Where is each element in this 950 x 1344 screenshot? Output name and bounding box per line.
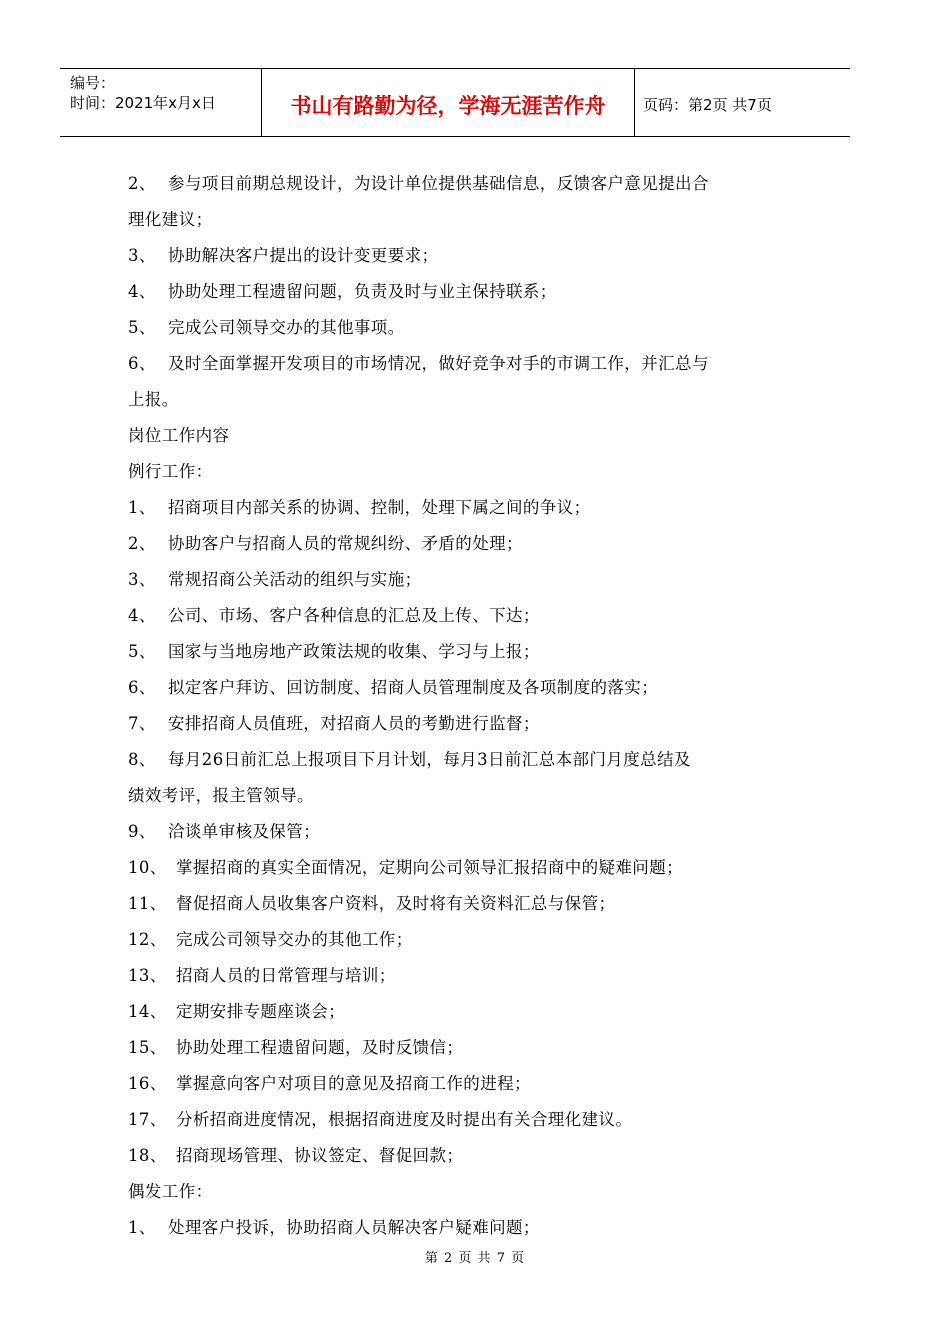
line-text: 定期安排专题座谈会； <box>176 1002 345 1021</box>
item-number: 4、 <box>128 282 156 301</box>
text-line <box>128 1030 808 1066</box>
document-time-label: 时间：2021年x月x日 <box>70 94 216 112</box>
text-line <box>128 202 808 238</box>
header-motto: 书山有路勤为径，学海无涯苦作舟 <box>290 94 606 118</box>
line-text: 协助处理工程遗留问题，负责及时与业主保持联系； <box>168 282 557 301</box>
line-text: 协助客户与招商人员的常规纠纷、矛盾的处理； <box>168 534 523 553</box>
item-number: 6、 <box>128 354 156 373</box>
header-page-label: 页码：第2页 共7页 <box>643 96 772 114</box>
text-line <box>128 1066 808 1102</box>
text-line <box>128 1138 808 1174</box>
text-line <box>128 346 808 382</box>
line-text: 协助解决客户提出的设计变更要求； <box>168 246 439 265</box>
text-line <box>128 994 808 1030</box>
line-text: 完成公司领导交办的其他事项。 <box>168 318 405 337</box>
text-line <box>128 958 808 994</box>
line-text: 常规招商公关活动的组织与实施； <box>168 570 422 589</box>
item-number: 13、 <box>128 966 167 985</box>
line-text: 招商人员的日常管理与培训； <box>176 966 396 985</box>
line-text: 洽谈单审核及保管； <box>168 822 321 841</box>
text-line <box>128 526 808 562</box>
line-text: 理化建议； <box>128 210 213 229</box>
text-line <box>128 598 808 634</box>
page-footer: 第 2 页 共 7 页 <box>424 1251 526 1266</box>
line-text: 及时全面掌握开发项目的市场情况，做好竞争对手的市调工作，并汇总与 <box>168 354 709 373</box>
item-number: 17、 <box>128 1110 167 1129</box>
line-text: 上报。 <box>128 390 179 409</box>
item-number: 12、 <box>128 930 167 949</box>
text-line <box>128 922 808 958</box>
line-text: 国家与当地房地产政策法规的收集、学习与上报； <box>168 642 540 661</box>
item-number: 3、 <box>128 246 156 265</box>
text-line <box>128 706 808 742</box>
document-body <box>128 166 808 1246</box>
text-line <box>128 166 808 202</box>
header-top-rule <box>60 68 850 69</box>
text-line <box>128 670 808 706</box>
line-text: 招商现场管理、协议签定、督促回款； <box>176 1146 464 1165</box>
text-line <box>128 490 808 526</box>
text-line <box>128 814 808 850</box>
line-text: 完成公司领导交办的其他工作； <box>176 930 413 949</box>
line-text: 招商项目内部关系的协调、控制，处理下属之间的争议； <box>168 498 591 517</box>
item-number: 5、 <box>128 642 156 661</box>
text-line <box>128 850 808 886</box>
text-line <box>128 274 808 310</box>
item-number: 1、 <box>128 498 156 517</box>
item-number: 2、 <box>128 174 156 193</box>
item-number: 4、 <box>128 606 156 625</box>
text-line <box>128 886 808 922</box>
item-number: 14、 <box>128 1002 167 1021</box>
line-text: 绩效考评，报主管领导。 <box>128 786 314 805</box>
item-number: 8、 <box>128 750 156 769</box>
line-text: 安排招商人员值班，对招商人员的考勤进行监督； <box>168 714 540 733</box>
text-line <box>128 454 808 490</box>
line-text: 督促招商人员收集客户资料，及时将有关资料汇总与保管； <box>176 894 616 913</box>
item-number: 5、 <box>128 318 156 337</box>
item-number: 6、 <box>128 678 156 697</box>
item-number: 16、 <box>128 1074 167 1093</box>
header-divider-right <box>634 68 635 136</box>
line-text: 协助处理工程遗留问题，及时反馈信； <box>176 1038 464 1057</box>
text-line <box>128 418 808 454</box>
item-number: 15、 <box>128 1038 167 1057</box>
text-line <box>128 634 808 670</box>
text-line <box>128 382 808 418</box>
text-line <box>128 1210 808 1246</box>
text-line <box>128 310 808 346</box>
item-number: 3、 <box>128 570 156 589</box>
line-text: 掌握意向客户对项目的意见及招商工作的进程； <box>176 1074 531 1093</box>
line-text: 例行工作： <box>128 462 213 481</box>
text-line <box>128 778 808 814</box>
text-line <box>128 1102 808 1138</box>
item-number: 7、 <box>128 714 156 733</box>
line-text: 每月26日前汇总上报项目下月计划，每月3日前汇总本部门月度总结及 <box>168 750 691 769</box>
text-line <box>128 238 808 274</box>
item-number: 9、 <box>128 822 156 841</box>
item-number: 1、 <box>128 1218 156 1237</box>
line-text: 掌握招商的真实全面情况，定期向公司领导汇报招商中的疑难问题； <box>176 858 683 877</box>
header-bottom-rule <box>60 136 850 137</box>
item-number: 18、 <box>128 1146 167 1165</box>
item-number: 10、 <box>128 858 167 877</box>
line-text: 岗位工作内容 <box>128 426 230 445</box>
line-text: 参与项目前期总规设计，为设计单位提供基础信息，反馈客户意见提出合 <box>168 174 709 193</box>
document-number-label: 编号： <box>70 74 116 92</box>
line-text: 偶发工作： <box>128 1182 213 1201</box>
text-line <box>128 562 808 598</box>
line-text: 处理客户投诉，协助招商人员解决客户疑难问题； <box>168 1218 540 1237</box>
item-number: 2、 <box>128 534 156 553</box>
text-line <box>128 742 808 778</box>
line-text: 拟定客户拜访、回访制度、招商人员管理制度及各项制度的落实； <box>168 678 659 697</box>
item-number: 11、 <box>128 894 167 913</box>
line-text: 分析招商进度情况，根据招商进度及时提出有关合理化建议。 <box>176 1110 633 1129</box>
line-text: 公司、市场、客户各种信息的汇总及上传、下达； <box>168 606 540 625</box>
text-line <box>128 1174 808 1210</box>
